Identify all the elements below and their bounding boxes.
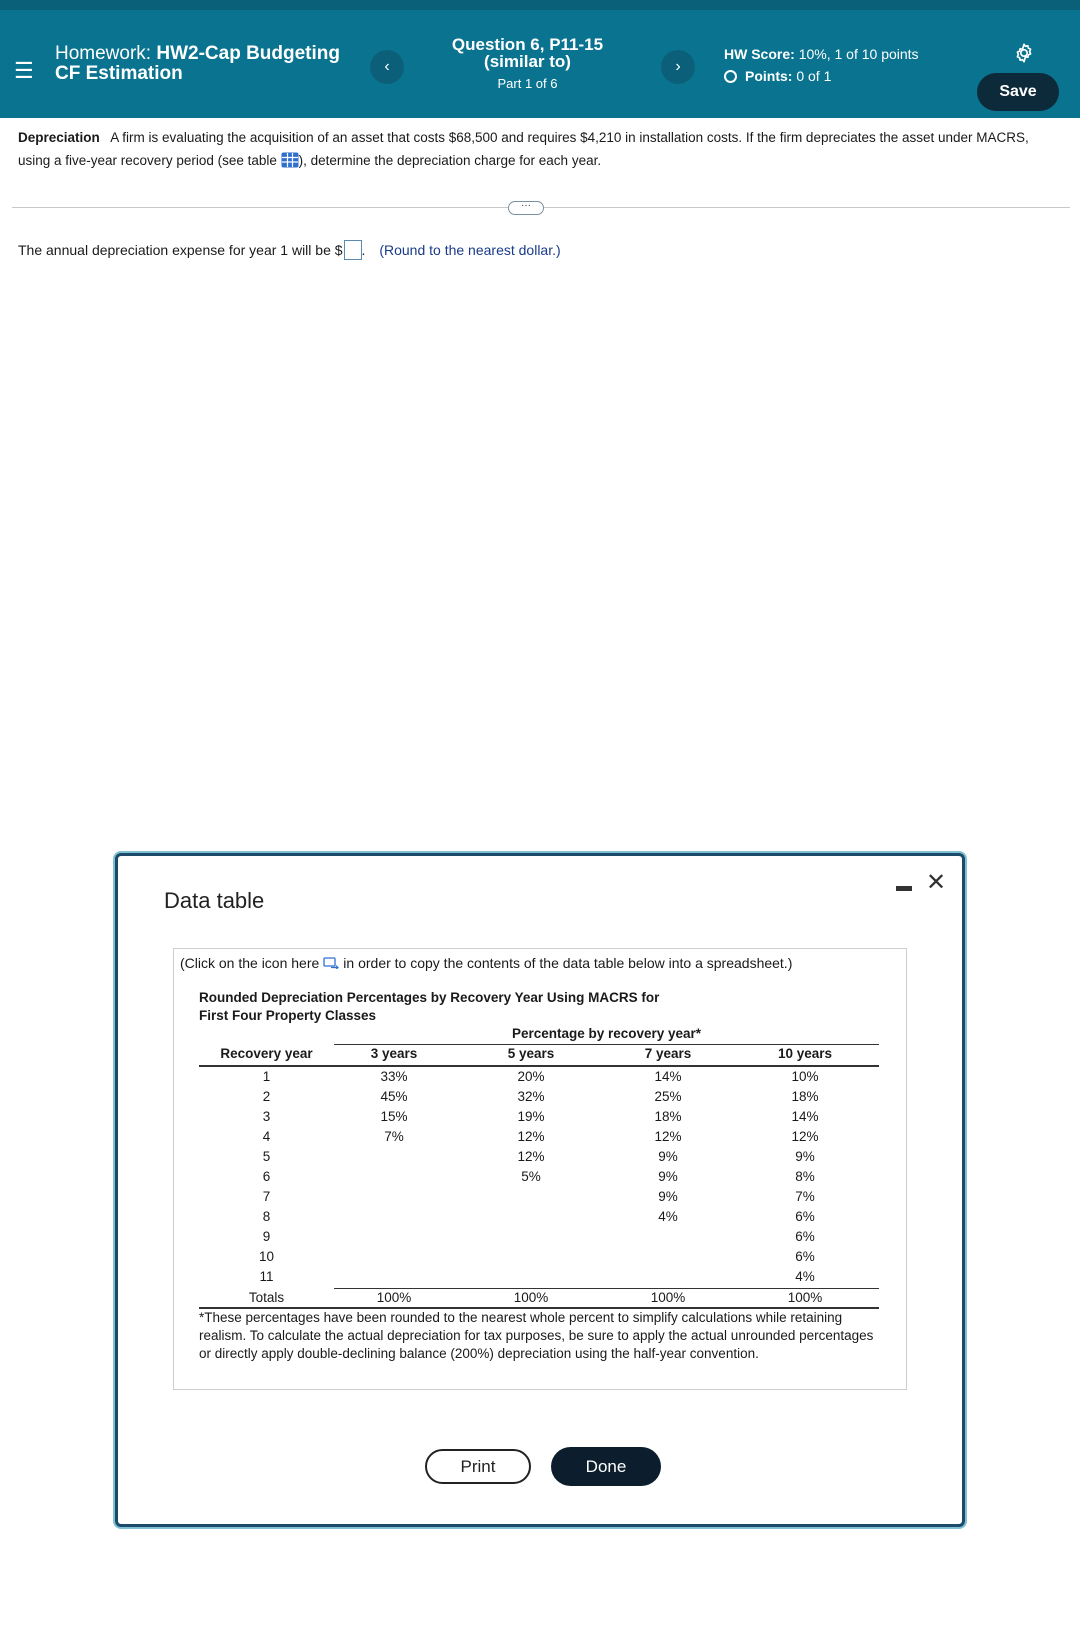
points-label: Points: bbox=[745, 68, 793, 84]
hw-score-label: HW Score: bbox=[724, 46, 795, 62]
chevron-left-icon: ‹ bbox=[384, 58, 390, 75]
minimize-icon[interactable] bbox=[896, 886, 912, 891]
table-cell: 5% bbox=[521, 1169, 541, 1184]
points-value: 0 of 1 bbox=[796, 68, 832, 84]
save-button[interactable]: Save bbox=[977, 73, 1059, 111]
table-row-year: 5 bbox=[262, 1149, 271, 1164]
chevron-right-icon: › bbox=[675, 58, 681, 75]
table-cell: 19% bbox=[517, 1109, 545, 1124]
table-title bbox=[199, 989, 679, 1025]
table-cell: 33% bbox=[380, 1069, 408, 1084]
table-cell: 12% bbox=[517, 1149, 545, 1164]
answer-line bbox=[18, 240, 561, 260]
table-cell: 14% bbox=[791, 1109, 819, 1124]
copy-note bbox=[180, 955, 792, 971]
column-header-5-years: 5 years bbox=[507, 1046, 555, 1061]
print-button[interactable]: Print bbox=[425, 1449, 531, 1484]
homework-name-line2: CF Estimation bbox=[55, 63, 183, 84]
totals-rule bbox=[334, 1288, 879, 1289]
hw-score-value: 10%, 1 of 10 points bbox=[798, 46, 919, 62]
previous-question-button[interactable] bbox=[370, 50, 404, 84]
copy-note-after: in order to copy the contents of the data table below into a spreadsheet.) bbox=[343, 955, 793, 971]
problem-lead: Depreciation bbox=[18, 130, 100, 145]
hamburger-icon[interactable]: ☰ bbox=[14, 58, 34, 83]
problem-text-end: ), determine the depreciation charge for each year. bbox=[298, 153, 602, 168]
table-cell: 12% bbox=[791, 1129, 819, 1144]
more-options-icon[interactable]: ··· bbox=[508, 201, 544, 215]
problem-text: A firm is evaluating the acquisition of an asset that costs $68,500 and requires $4,210 in installation costs. If the firm depreciates the asset under MACRS, using a five-year recovery period (see table bbox=[18, 130, 1029, 168]
homework-title bbox=[55, 44, 355, 84]
homework-prefix: Homework: bbox=[55, 43, 152, 64]
rounding-hint: (Round to the nearest dollar.) bbox=[379, 242, 561, 258]
gear-icon[interactable] bbox=[1013, 42, 1035, 64]
table-row-year: 7 bbox=[262, 1189, 271, 1204]
dialog-title: Data table bbox=[164, 888, 265, 913]
table-cell: 7% bbox=[795, 1189, 815, 1204]
table-cell: 9% bbox=[658, 1189, 678, 1204]
table-cell: 32% bbox=[517, 1089, 545, 1104]
table-cell: 10% bbox=[791, 1069, 819, 1084]
table-cell: 6% bbox=[795, 1209, 815, 1224]
table-row-year: 2 bbox=[262, 1089, 271, 1104]
table-cell: 9% bbox=[658, 1169, 678, 1184]
column-header-7-years: 7 years bbox=[644, 1046, 692, 1061]
column-header-3-years: 3 years bbox=[370, 1046, 418, 1061]
table-cell: 7% bbox=[384, 1129, 404, 1144]
table-row-year: 10 bbox=[258, 1249, 275, 1264]
table-cell: 4% bbox=[795, 1269, 815, 1284]
table-cell: 6% bbox=[795, 1249, 815, 1264]
table-row-year: 9 bbox=[262, 1229, 271, 1244]
column-header-rule bbox=[199, 1065, 879, 1067]
table-cell: 4% bbox=[658, 1209, 678, 1224]
year1-depreciation-input[interactable] bbox=[344, 240, 362, 260]
totals-cell: 100% bbox=[376, 1290, 412, 1305]
question-title: Question 6, P11-15 (similar to) bbox=[451, 35, 604, 71]
points-circle-icon bbox=[724, 70, 737, 83]
hw-score bbox=[724, 46, 919, 62]
table-cell: 12% bbox=[654, 1129, 682, 1144]
data-table-dialog bbox=[115, 853, 965, 1527]
table-cell: 45% bbox=[380, 1089, 408, 1104]
data-table-box bbox=[173, 948, 907, 1390]
table-row-year: 11 bbox=[259, 1269, 274, 1284]
table-cell: 14% bbox=[654, 1069, 682, 1084]
totals-cell: 100% bbox=[513, 1290, 549, 1305]
problem-statement bbox=[18, 126, 1048, 172]
table-cell: 25% bbox=[654, 1089, 682, 1104]
header-rule bbox=[334, 1044, 879, 1045]
close-icon[interactable]: ✕ bbox=[926, 869, 947, 896]
copy-note-before: (Click on the icon here bbox=[180, 955, 320, 971]
table-cell: 9% bbox=[658, 1149, 678, 1164]
top-header bbox=[0, 0, 1080, 118]
table-row-year: 4 bbox=[262, 1129, 271, 1144]
table-row-year: 3 bbox=[262, 1109, 271, 1124]
question-part: Part 1 of 6 bbox=[497, 76, 558, 91]
answer-prefix: The annual depreciation expense for year 1 will be $ bbox=[18, 242, 343, 258]
table-icon[interactable] bbox=[281, 152, 299, 168]
copy-to-spreadsheet-icon[interactable] bbox=[323, 957, 339, 969]
table-title-line2: First Four Property Classes bbox=[199, 1008, 377, 1023]
table-cell: 20% bbox=[517, 1069, 545, 1084]
table-cell: 8% bbox=[795, 1169, 815, 1184]
table-row-year: 6 bbox=[262, 1169, 271, 1184]
homework-name: HW2-Cap Budgeting bbox=[156, 43, 341, 64]
next-question-button[interactable] bbox=[661, 50, 695, 84]
table-cell: 15% bbox=[380, 1109, 408, 1124]
totals-cell: 100% bbox=[650, 1290, 686, 1305]
table-row-year: 1 bbox=[262, 1069, 271, 1084]
totals-cell: 100% bbox=[787, 1290, 823, 1305]
percentage-header: Percentage by recovery year* bbox=[511, 1026, 702, 1041]
answer-suffix: . bbox=[361, 242, 366, 258]
table-footnote: *These percentages have been rounded to the nearest whole percent to simplify calculations while retaining realism. To calculate the actual depreciation for tax purposes, be sure to apply the actual unrounded percentages or directly apply double-declining balance (200%) depreciation using the half-year convention. bbox=[199, 1310, 874, 1361]
question-points bbox=[724, 68, 831, 84]
done-button[interactable]: Done bbox=[551, 1447, 661, 1486]
column-header-recovery-year: Recovery year bbox=[220, 1046, 313, 1061]
table-cell: 12% bbox=[517, 1129, 545, 1144]
table-row-year: 8 bbox=[262, 1209, 271, 1224]
table-cell: 18% bbox=[654, 1109, 682, 1124]
table-title-line1: Rounded Depreciation Percentages by Recovery Year Using MACRS for bbox=[199, 990, 660, 1005]
totals-label: Totals bbox=[248, 1290, 285, 1305]
table-cell: 18% bbox=[791, 1089, 819, 1104]
column-header-10-years: 10 years bbox=[777, 1046, 833, 1061]
table-cell: 9% bbox=[795, 1149, 815, 1164]
table-cell: 6% bbox=[795, 1229, 815, 1244]
